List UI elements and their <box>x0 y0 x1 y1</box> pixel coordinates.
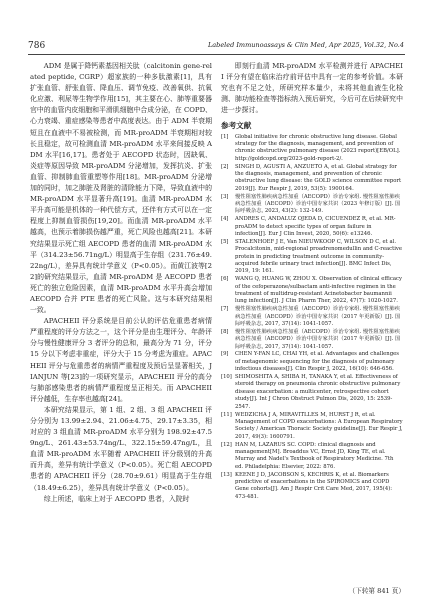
reference-text: WEDZICHA J A, MIRAVITLLES M, HURST J R, et al. Management of COPD exacerbations: A European Respiratory Society / American Thoracic Society guideline[J]. Eur Respir J, 2017, 49(3): 1600791. <box>235 411 403 440</box>
reference-item <box>221 374 403 411</box>
reference-text: 慢性阻塞性肺疾病急性加重（AECOPD）诊治专家组. 慢性阻塞性肺疾病急性加重（AECOPD）诊治中国专家共识（2017 年更新版）[J]. 国际呼吸杂志, 2017, 37(14): 1041-1057. <box>235 328 401 350</box>
running-header: Labeled Immunoassays & Clin Med, Apr 2025, Vol.32, No.4 <box>207 41 404 49</box>
body-paragraph: ADM 是属于降钙素基因相关肽（calcitonin gene-related peptide, CGRP）超家族的一种多肽激素[1]，具有扩张血管、舒张血管、降血压、调节免疫、改善氧供、抗氧化应激、利尿等生物学作用[15]，其主要在心、肺等重要器官中的血管内皮细胞和平滑肌细胞中合成分泌，在 COPD、心力衰竭、重症感染等患者中高度表达。由于 ADM 半衰期短且在血液中不易被检测，而 MR-proADM 半衰期相对较长且稳定，故可检测血清 MR-proADM 水平来间接反映 ADM 水平[16,17]。患者处于 AECOPD 状态时，因缺氧、炎症等原因导致 MR-proADM 分泌增加，发挥抗炎、扩张血管、抑制肺血管重塑等作用[18]。MR-proADM 分泌增加的同时，加之肺脏及肾脏的清除能力下降，导致血液中的 MR-proADM 水平显著升高[19]。血清 MR-proADM 水平升高可能是机体的一种代偿方式，还伴有方式可以在一定程度上抑制血管损伤[19,20]。而血清 MR-proADM 水平越高，也预示着肺损伤越严重，死亡风险也越高[21]。本研究结果显示死亡组 AECOPD 患者的血清 MR-proADM 水平（314.23±56.71ng/L）明显高于生存组（231.76±49.22ng/L），差异具有统计学意义（P<0.05）。而黄江波等[22]的研究结果显示，血清 MR-proADM 是 AECOPD 患者死亡的独立危险因素，血清 MR-proADM 水平升高会增加 AECOPD 合并 PTE 患者的死亡风险。这与本研究结果相一致。 <box>30 62 212 315</box>
reference-item <box>221 216 403 238</box>
reference-list <box>221 134 403 502</box>
reference-item <box>221 276 403 306</box>
body-paragraph: 综上所述，临床上对于 AECOPD 患者，入院时 <box>43 494 190 503</box>
reference-text: Global initiative for chronic obstructive lung disease. Global strategy for the diagnosis, management, and prevention of chronic obstructive pulmonary disease (2023 report)[EB/OL]. http://goldcopd.org/2023-gold-report-2/. <box>235 133 401 162</box>
reference-item <box>221 329 403 351</box>
continued-note: （下转第 841 页） <box>348 587 405 595</box>
reference-number: [7] <box>221 306 229 313</box>
reference-item <box>221 442 403 472</box>
reference-item <box>221 306 403 328</box>
reference-text: KEENE J D, JACOBSON S, KECHRIS K, et al. Biomarkers predictive of exacerbations in the SPIROMICS and COPD Gene cohorts[J]. Am J Respir Crit Care Med, 2017, 195(4): 473-481. <box>235 471 393 500</box>
reference-text: ANDRES C, ANDALUZ OJEDA D, CICUENDEZ R, et al. MR-proADM to detect specific types of organ failure in infection[J]. Eur J Clin Invest, 2020, 50(6): e13246. <box>235 216 396 238</box>
reference-item <box>221 134 403 164</box>
body-paragraph: 本研究结果显示，第 1 组、2 组、3 组 APACHEII 评分分别为 13.99±2.94、21.06±4.75、29.17±3.35，相对应的 3 组血清 MR-proADM 水平分别为 198.92±47.59ng/L、261.43±53.74ng/L、322.15±59.47ng/L，且血清 MR-proADM 水平随着 APACHEII 评分级别的升高而升高，差异有统计学意义（P<0.05）。死亡组 AECOPD 患者的 APACHEII 评分（28.70±9.61）明显高于生存组（18.49±6.25），差异具有统计学意义（P<0.05）。 <box>30 405 212 492</box>
reference-number: [10] <box>221 374 232 381</box>
reference-item <box>221 194 403 216</box>
reference-number: [8] <box>221 328 229 335</box>
reference-text: SHIMOSHITA A, SHIBA H, TANAKA Y, et al. Effectiveness of steroid therapy on pneumonia chronic obstructive pulmonary disease exacerbation: a multicenter, retrospective cohort study[J]. Int J Chron Obstruct Pulmon Dis, 2020, 15: 2539-2547. <box>235 374 401 410</box>
left-column <box>30 61 212 505</box>
reference-item <box>221 412 403 442</box>
reference-number: [11] <box>221 411 232 418</box>
reference-number: [9] <box>221 351 229 358</box>
reference-item <box>221 472 403 502</box>
reference-text: STALENHOEF J E, Van NIEUWKOOP C, WILSON D C, et al. Procalcitonin, mid-regional proadrenomedullin and C-reactive protein in predicting treatment outcome in community-acquired febrile urinary tract infection[J]. BMC Infect Dis, 2019, 19: 161. <box>235 238 403 275</box>
reference-number: [5] <box>221 238 229 245</box>
right-column <box>221 61 403 502</box>
reference-number: [3] <box>221 193 229 200</box>
reference-text: HAN M, LAZARUS SC. COPD: clinical diagnosis and management[M]. Broaddus VC, Ernst JD, King TE, et al. Murray and Nadel's Textbook of Respiratory Medicine. 7th ed. Philadelphia: Elsevier, 2022: 876. <box>235 441 394 470</box>
reference-number: [1] <box>221 133 229 140</box>
reference-text: 慢性阻塞性肺疾病急性加重（AECOPD）诊治专家组. 慢性阻塞性肺疾病急性加重（AECOPD）诊治中国专家共识（2023 年修订版）[J]. 国际呼吸杂志, 2023, 43(2): 132-149. <box>235 193 401 215</box>
header-rule <box>28 54 405 55</box>
reference-item <box>221 164 403 194</box>
reference-number: [12] <box>221 441 232 448</box>
body-paragraph: APACHEII 评分系统是目前公认的评估危重患者病情严重程度的评分方法之一，这个评分是由生理评分、年龄评分与慢性健康评分 3 者评分的总和，最高分为 71 分，评分 15 分以下考虑非重症，评分大于 15 分考虑为重症。APACHEII 评分与危重患者的病情严重程度及预后呈显著相关，JIANJUN 等[23]的一项研究显示，APACHEII 评分的高分与肺部感染患者的病情严重程度呈正相关。而 APACHEII 评分越低，生存率也越高[24]。 <box>30 317 212 403</box>
references-heading: 参考文献 <box>221 121 252 131</box>
reference-item <box>221 351 403 373</box>
reference-text: 慢性阻塞性肺疾病急性加重（AECOPD）诊治专家组. 慢性阻塞性肺疾病急性加重（AECOPD）诊治中国专家共识（2017 年更新版）[J]. 国际呼吸杂志, 2017, 37(14): 1041-1057. <box>235 306 401 328</box>
reference-item <box>221 239 403 276</box>
reference-text: CHEN Y-FAN LC, CHAI YH, et al. Advantages and challenges of metagenomic sequencing for the diagnosis of pulmonary infectious diseases[J]. Clin Respir J, 2022, 16(10): 646-656. <box>235 351 399 373</box>
reference-text: SINGH D, AGUSTI A, ANZUETO A, et al. Global strategy for the diagnosis, management, and prevention of chronic obstructive lung disease: the GOLD science committee report 2019[J]. Eur Respir J, 2019, 53(5): 1900164. <box>235 163 402 192</box>
reference-number: [6] <box>221 276 229 283</box>
page-number: 786 <box>28 41 46 51</box>
reference-text: WANG Q, HUANG W, ZHOU X. Observation of clinical efficacy of the cefoperazone/sulbactam anti-infective regimen in the treatment of multidrug-resistant Acinetobacter baumannii lung infection[J]. J Clin Pharm Ther, 2022, 47(7): 1020-1027. <box>235 276 402 305</box>
reference-number: [4] <box>221 216 229 223</box>
reference-number: [13] <box>221 471 232 478</box>
body-paragraph: 即刻行血清 MR-proADM 水平检测并进行 APACHEII 评分有望在临床治疗前评估中具有一定的参考价值。本研究也有不足之处，所研究样本量少，未将其他血液生化检测、肺功能检查等指标纳入预后研究，今后可在后续研究中进一步探讨。 <box>221 62 403 115</box>
reference-number: [2] <box>221 163 229 170</box>
